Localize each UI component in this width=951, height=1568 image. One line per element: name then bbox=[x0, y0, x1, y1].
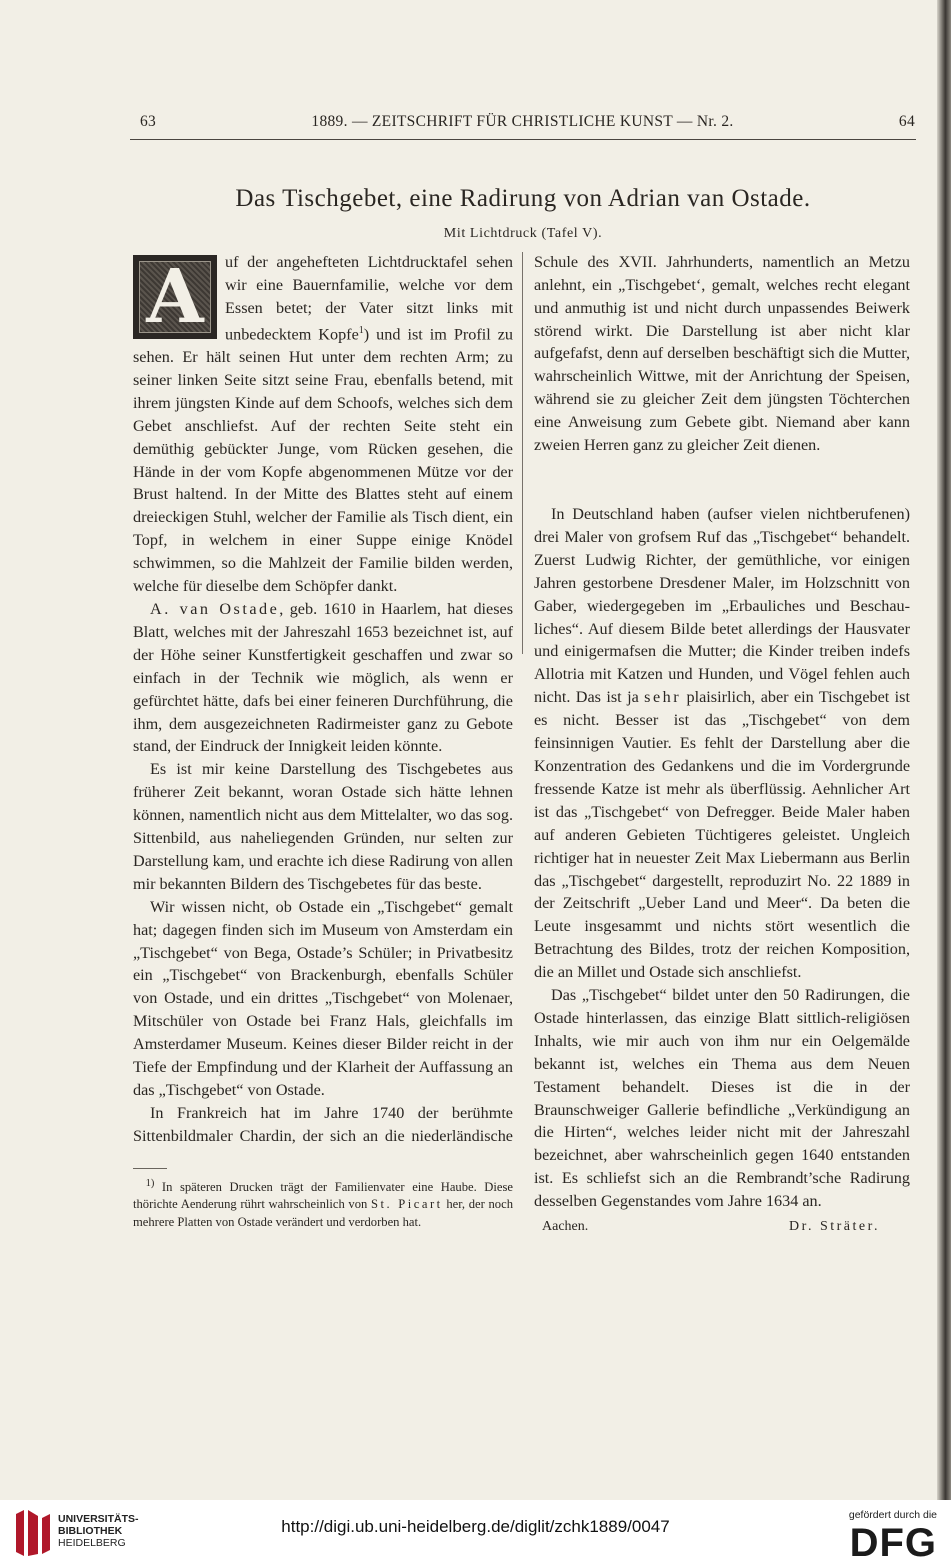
paragraph-5-start bbox=[133, 1102, 513, 1148]
left-column bbox=[133, 251, 513, 1231]
paragraph-6 bbox=[534, 503, 910, 984]
journal-header: 1889. — ZEITSCHRIFT FÜR CHRISTLICHE KUNST — Nr. 2. bbox=[311, 113, 734, 130]
dropcap-letter: A bbox=[146, 254, 204, 340]
library-line-2: BIBLIOTHEK bbox=[58, 1525, 123, 1537]
paragraph-1 bbox=[133, 251, 513, 598]
right-column bbox=[534, 251, 910, 1239]
footnote-text-a: In späteren Drucken trägt der Familienvater eine Haube. Diese thörichte Aenderung rührt wahrscheinlich von bbox=[133, 1180, 513, 1212]
signature-author: Dr. Sträter. bbox=[788, 1219, 880, 1235]
signature-place: Aachen. bbox=[542, 1219, 589, 1235]
paragraph-2 bbox=[133, 598, 513, 758]
dfg-logo: DFG bbox=[849, 1521, 937, 1565]
paragraph-7: Das „Tischgebet“ bildet unter den 50 Radirungen, die Ostade hinterlassen, das einzige Blatt sittlich-religiösen Inhalts, wie mir auch von ihm nur ein Oelgemälde bekannt ist, welches ein Thema aus dem Neuen Testament behandelt. Dieses ist die in der Braunschweiger Gallerie befindliche „Verkündigung an die Hirten“, welches leider nicht mit der Jahreszahl bezeichnet, aber wahrscheinlich gegen 1640 entstanden ist. Es schliefst sich an die Rembrandt’sche Radirung desselben Gegenstandes vom Jahre 1634 an. bbox=[534, 986, 910, 1211]
paragraph-5-cont bbox=[534, 251, 910, 503]
paragraph-2-text: , geb. 1610 in Haarlem, hat dieses Blatt, welches mit der Jahreszahl 1653 bezeichnet ist, auf der Höhe seiner Kunstfertigkeit geschaffen und zwar so einfach in der Technik wie möglich, als wenn er gefürchtet hätte, dafs bei einer feineren Durchführung, die ihm, dem ausgezeichneten Radirmeister ganz zu Gebote stand, der Eindruck der Innigkeit leiden könnte. bbox=[133, 599, 514, 756]
artist-name: A. van Ostade bbox=[150, 599, 280, 618]
column-separator bbox=[522, 252, 523, 654]
paragraph-5-continued: Schule des XVII. Jahrhunderts, namentlich an Metzu anlehnt, ein „Tischgebet‘, gemalt, welches recht elegant und anmuthig ist und nicht durch unpassendes Beiwerk störend wirkt. Die Darstellung ist aber nicht klar aufgefafst, denn auf derselben beschäftigt sich die Mutter, wahrscheinlich Wittwe, mit der Anrichtung der Speisen, während sie zu gleicher Zeit dem jüngsten Töchterchen eine Anweisung zum Gebete gibt. Niemand aber kann zweien Herren ganz zu gleicher Zeit dienen. bbox=[534, 252, 910, 455]
footnote-text-b: her, der noch mehrere Platten von Ostade verändert und verdorben hat. bbox=[133, 1197, 513, 1229]
paragraph-5-text: In Frankreich hat im Jahre 1740 der berühmte Sittenbildmaler Chardin, der sich an die niederländische bbox=[133, 1103, 513, 1145]
footnote-rule bbox=[133, 1168, 167, 1169]
footnote-mark: 1) bbox=[145, 1177, 155, 1189]
footnote-ref: 1 bbox=[358, 324, 364, 336]
library-line-3: HEIDELBERG bbox=[58, 1537, 126, 1549]
paragraph-6-text-b: plaisirlich, aber ein Tischgebet ist es nicht. Besser ist das „Tischgebet“ von dem feinsinnigen Vautier. Es fehlt der Darstellung aber die Konzentration des Gedankens und die im Vordergrunde fressende Katze ist mehr als überflüssig. Aehnlicher Art ist das „Tischgebet“ von Defregger. Beide Maler haben auf anderen Gebieten Tüchtigeres geleistet. Ungleich richtiger hat in neuester Zeit Max Liebermann aus Berlin das „Tischgebet“ dargestellt, reproduzirt No. 22 1889 in der Zeitschrift „Ueber Land und Meer“. Da beten die Leute insgesammt und nichts stört wesentlich die Betrachtung des Bildes, trotz der reichen Komposition, die an Millet und Ostade sich anschliefst. bbox=[534, 688, 910, 982]
header-rule bbox=[130, 139, 916, 140]
library-line-1: UNIVERSITÄTS- bbox=[58, 1513, 139, 1525]
footnote-name: St. Picart bbox=[370, 1197, 443, 1212]
paragraph-3: Es ist mir keine Darstellung des Tischgebetes aus früherer Zeit bekannt, woran Ostade sich hätte lehnen können, namentlich nicht aus dem Mittelalter, wo das sog. Sittenbild, aus naheliegenden Gründen, nur selten zur Darstellung kam, und erachte ich diese Radirung von allen mir bekannten Bildern des Tischgebetes für das beste. bbox=[133, 760, 513, 893]
page-edge bbox=[937, 0, 951, 1500]
paragraph-6-text-a: In Deutschland haben (aufser vielen nichtberufenen) drei Maler von grofsem Ruf das „Tischgebet“ behandelt. Zuerst Ludwig Richter, der gemüthliche, vor einigen Jahren gestorbene Dresdener Maler, im Holzschnitt von Gaber, wiedergegeben im „Erbauliches und Beschauliches“. Auf diesem Bilde betet allerdings der Hausvater und einigermafsen die Mutter; die Kinder treiben indefs Allotria mit Katzen und Hunden, und Vögel fehlen auch nicht. Das ist ja bbox=[534, 505, 910, 707]
page-number-right: 64 bbox=[898, 113, 915, 130]
article-title: Das Tischgebet, eine Radirung von Adrian van Ostade. bbox=[235, 185, 811, 212]
paragraph-4: Wir wissen nicht, ob Ostade ein „Tischgebet“ gemalt hat; dagegen finden sich im Museum von Amsterdam ein „Tischgebet“ von Bega, Ostade’s Schüler; in Privatbesitz ein „Tischgebet“ von Brackenburgh, ebenfalls Schüler von Ostade, und ein drittes „Tischgebet“ von Molenaer, Mitschüler von Ostade bei Franz Hals, gleichfalls im Amsterdamer Museum. Keines dieser Bilder reicht in der Tiefe der Empfindung und der Klarheit der Auffassung an das „Tischgebet“ von Ostade. bbox=[133, 897, 513, 1100]
emphasis-sehr: sehr bbox=[644, 688, 682, 707]
permalink[interactable]: http://digi.ub.uni-heidelberg.de/diglit/zchk1889/0047 bbox=[281, 1517, 670, 1536]
article-subtitle: Mit Lichtdruck (Tafel V). bbox=[443, 226, 603, 241]
footnote bbox=[133, 1175, 513, 1231]
paragraph-1-end: ) und ist im Profil zu sehen. Er hält seinen Hut unter dem rechten Arm; zu seiner linken Seite sitzt seine Frau, ebenfalls betend, mit ihrem jüngsten Kinde auf dem Schoofs, welches sich dem Gebet anschliefst. Auf der rechten Seite steht ein demüthig gebückter Junge, vom Rücken gesehen, die Hände in der vom Kopfe abgenommenen Mütze vor der Brust haltend. In der Mitte des Blattes steht auf einem dreieckigen Stuhl, welcher der Familie als Tisch dient, ein Topf, in welchem in einer Suppe einige Knödel schwimmen, so die Mahlzeit der Familie bilden werden, welche für dieselbe dem Schöpfer dankt. bbox=[133, 325, 513, 596]
signature bbox=[534, 1216, 910, 1239]
page-number-left: 63 bbox=[140, 113, 157, 130]
dropcap-ornament bbox=[133, 255, 217, 339]
running-header bbox=[130, 113, 915, 137]
paragraph-1-text: uf der angehefteten Lichtdrucktafel sehen wir eine Bauernfamilie, welche vor dem Essen betet; der Vater sitzt links mit unbedecktem Kopfe bbox=[225, 253, 513, 344]
funding-text: gefördert durch die bbox=[848, 1509, 937, 1521]
